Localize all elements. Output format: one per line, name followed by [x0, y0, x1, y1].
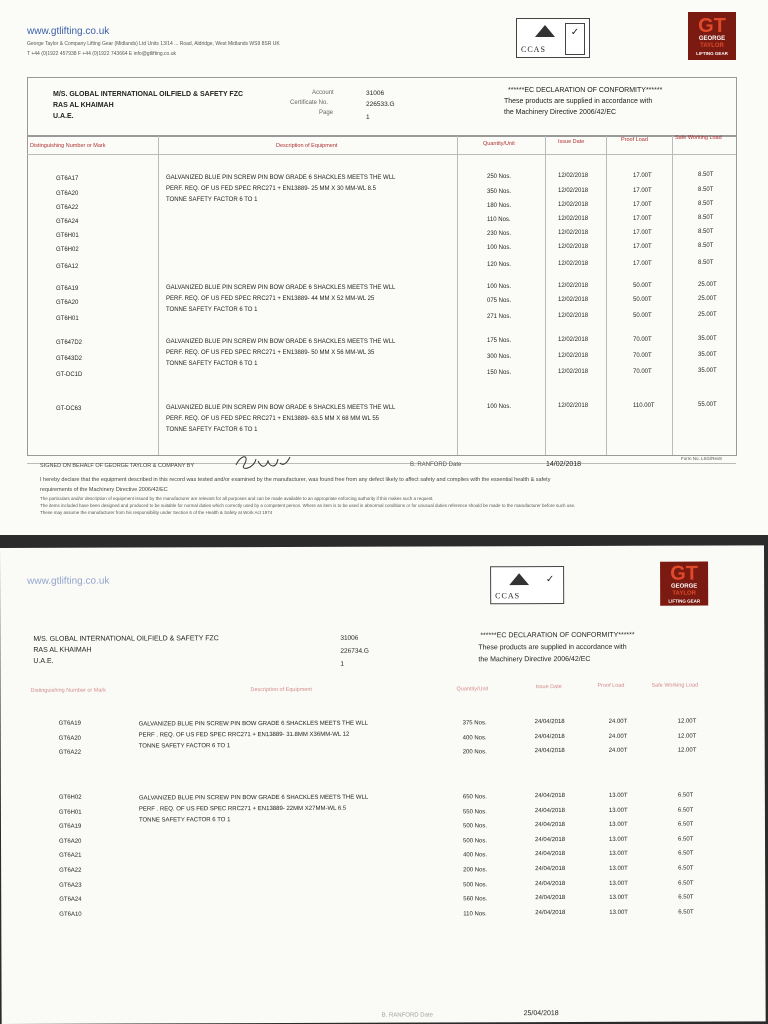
col-divider [457, 136, 458, 455]
row-quantity: 400 Nos. [462, 734, 487, 741]
row-mark: GT6A19 [58, 720, 81, 727]
equipment-description-line: TONNE SAFETY FACTOR 6 TO 1 [138, 743, 231, 750]
row-quantity: 100 Nos. [487, 245, 512, 251]
row-mark: GT6H02 [58, 794, 82, 801]
row-issue-date: 24/04/2018 [535, 880, 566, 887]
row-swl: 12.00T [677, 747, 697, 754]
row-issue-date: 24/04/2018 [534, 793, 565, 800]
row-swl: 35.00T [698, 336, 717, 342]
row-swl: 25.00T [698, 312, 717, 318]
ccas-logo [490, 566, 564, 604]
row-proof-load: 17.00T [633, 188, 652, 194]
row-mark: GT6A22 [56, 205, 79, 211]
header-mark: Distinguishing Number or Mark [30, 143, 106, 149]
row-issue-date: 12/02/2018 [558, 313, 589, 319]
equipment-description-line: GALVANIZED BLUE PIN SCREW PIN BOW GRADE 6 SHACKLES MEETS THE WLL [166, 405, 396, 411]
row-proof-load: 24.00T [608, 747, 628, 755]
declaration-footer-3: The particulars and/or description of equipment issued by the manufacturer are relevant for all purposes and can be made available to an appropriate enforcing authority if this makes such a request. [40, 496, 434, 501]
row-proof-load: 50.00T [633, 297, 652, 303]
ccas-emblem-icon [509, 571, 529, 585]
row-mark: GT-DC63 [56, 406, 82, 412]
row-quantity: 180 Nos. [487, 203, 512, 209]
equipment-description-line: TONNE SAFETY FACTOR 6 TO 1 [166, 197, 258, 203]
certificate-value: 226734.G [340, 647, 369, 655]
header-description: Description of Equipment [250, 686, 312, 694]
form-number: Form No. LSG/Rev8 [681, 456, 722, 461]
row-mark: GT6A22 [59, 867, 82, 874]
row-proof-load: 13.00T [608, 821, 628, 829]
declaration-footer-2: requirements of the Machinery Directive 2006/42/EC [40, 487, 168, 493]
row-mark: GT6H02 [56, 247, 79, 253]
equipment-description-line: PERF . REQ. OF US FED SPEC RRC271 + EN13889- 31.8MM X36MM-WL 12 [138, 731, 350, 739]
row-quantity: 110 Nos. [487, 217, 511, 223]
ccas-text: CCAS [521, 45, 546, 54]
row-quantity: 560 Nos. [463, 896, 488, 903]
row-mark: GT6A20 [56, 300, 79, 306]
row-swl: 55.00T [698, 402, 717, 408]
row-quantity: 550 Nos. [462, 808, 487, 815]
row-proof-load: 17.00T [633, 173, 652, 179]
gt-logo-line2: TAYLOR [700, 43, 724, 49]
ec-declaration-title: ******EC DECLARATION OF CONFORMITY****** [480, 631, 635, 640]
equipment-description-line: TONNE SAFETY FACTOR 6 TO 1 [138, 817, 231, 824]
certificate-sheet-2 [0, 545, 766, 1024]
customer-name: M/S. GLOBAL INTERNATIONAL OILFIELD & SAFETY FZC [53, 91, 244, 98]
row-proof-load: 17.00T [633, 244, 652, 250]
header-swl: Safe Working Load [675, 135, 722, 141]
row-proof-load: 24.00T [608, 733, 628, 740]
row-mark: GT6H01 [56, 233, 79, 239]
customer-name: M/S. GLOBAL INTERNATIONAL OILFIELD & SAFETY FZC [33, 635, 219, 643]
row-issue-date: 12/02/2018 [558, 202, 589, 208]
ccas-emblem-icon [535, 23, 555, 37]
header-issue-date: Issue Date [535, 684, 562, 691]
row-issue-date: 12/02/2018 [558, 173, 589, 179]
row-quantity: 500 Nos. [462, 823, 488, 830]
row-swl: 35.00T [698, 352, 717, 358]
row-proof-load: 70.00T [633, 353, 652, 359]
customer-country: U.A.E. [53, 113, 74, 120]
row-mark: GT643D2 [56, 356, 83, 362]
row-swl: 6.50T [678, 894, 694, 901]
row-mark: GT6H01 [58, 809, 82, 816]
row-swl: 8.50T [698, 172, 714, 178]
account-value: 31006 [340, 634, 359, 642]
row-issue-date: 24/04/2018 [535, 909, 566, 916]
row-quantity: 175 Nos. [487, 338, 512, 344]
row-mark: GT6A20 [58, 735, 82, 742]
company-website: www.gtlifting.co.uk [27, 575, 110, 587]
handwritten-signature [232, 451, 292, 473]
row-proof-load: 17.00T [633, 261, 652, 267]
row-proof-load: 17.00T [633, 230, 652, 236]
ccas-text: CCAS [495, 591, 521, 601]
gt-george-taylor-logo [688, 12, 736, 60]
equipment-description-line: TONNE SAFETY FACTOR 6 TO 1 [166, 427, 258, 433]
ccas-logo [516, 18, 590, 58]
page-value: 1 [340, 660, 345, 668]
row-quantity: 650 Nos. [462, 794, 487, 801]
ec-declaration-line1: These products are supplied in accordance with [504, 98, 653, 105]
row-issue-date: 12/02/2018 [558, 216, 589, 222]
certificate-label: Certificate No. [290, 100, 329, 106]
row-swl: 6.50T [677, 821, 694, 828]
row-mark: GT6A19 [56, 286, 79, 292]
row-quantity: 350 Nos. [487, 189, 512, 195]
row-issue-date: 24/04/2018 [535, 895, 566, 902]
row-mark: GT647D2 [56, 340, 83, 346]
row-proof-load: 13.00T [608, 792, 628, 799]
row-quantity: 110 Nos. [463, 911, 487, 918]
row-issue-date: 24/04/2018 [534, 733, 565, 740]
row-issue-date: 24/04/2018 [534, 807, 565, 814]
equipment-description-line: GALVANIZED BLUE PIN SCREW PIN BOW GRADE 6 SHACKLES MEETS THE WLL [166, 285, 396, 291]
row-swl: 8.50T [698, 243, 714, 249]
row-proof-load: 13.00T [609, 880, 628, 887]
row-quantity: 120 Nos. [487, 262, 512, 268]
row-swl: 25.00T [698, 296, 717, 302]
row-mark: GT6A17 [56, 176, 79, 182]
ec-declaration-line1: These products are supplied in accordance with [478, 643, 627, 652]
signed-on-behalf-label: SIGNED ON BEHALF OF GEORGE TAYLOR & COMPANY BY [40, 463, 195, 469]
row-swl: 6.50T [678, 836, 694, 843]
gt-george-taylor-logo [660, 562, 708, 606]
row-mark: GT6A22 [58, 749, 82, 756]
row-swl: 6.50T [678, 880, 694, 887]
row-swl: 6.50T [678, 909, 694, 916]
row-quantity: 400 Nos. [463, 852, 488, 859]
signature-date: 14/02/2018 [546, 461, 582, 468]
row-mark: GT6A20 [59, 838, 82, 845]
header-swl: Safe Working Load [651, 682, 699, 689]
signatory-name: B. RANFORD Date [410, 462, 462, 468]
ec-declaration-line2: the Machinery Directive 2006/42/EC [478, 655, 591, 664]
row-issue-date: 24/04/2018 [534, 822, 566, 829]
row-swl: 8.50T [698, 229, 714, 235]
equipment-description-line: GALVANIZED BLUE PIN SCREW PIN BOW GRADE 6 SHACKLES MEETS THE WLL [166, 339, 396, 345]
row-mark: GT6A24 [56, 219, 79, 225]
account-value: 31006 [366, 90, 385, 97]
row-issue-date: 12/02/2018 [558, 353, 589, 359]
row-quantity: 100 Nos. [487, 284, 512, 290]
row-issue-date: 12/02/2018 [558, 188, 589, 194]
row-quantity: 150 Nos. [487, 370, 512, 376]
company-website: www.gtlifting.co.uk [27, 26, 110, 37]
row-mark: GT-DC1D [56, 372, 83, 378]
customer-country: U.A.E. [33, 657, 54, 665]
gt-logo-line2: TAYLOR [672, 590, 697, 597]
header-mark: Distinguishing Number or Mark [30, 687, 107, 694]
row-swl: 8.50T [698, 201, 714, 207]
row-quantity: 100 Nos. [487, 404, 512, 410]
customer-city: RAS AL KHAIMAH [53, 102, 114, 109]
equipment-description-line: PERF . REQ. OF US FED SPEC RRC271 + EN13889- 22MM X27MM-WL 6.5 [138, 805, 347, 813]
row-issue-date: 12/02/2018 [558, 283, 589, 289]
row-swl: 35.00T [698, 368, 717, 374]
row-swl: 8.50T [698, 260, 714, 266]
col-divider [606, 136, 607, 455]
company-address: George Taylor & Company Lifting Gear (Midlands) Ltd Units 13/14 ... Road, Aldridge, West Midlands WS9 8SR UK [27, 41, 280, 47]
col-divider [545, 136, 546, 455]
row-proof-load: 70.00T [633, 337, 652, 343]
gt-logo-mark: GT [670, 562, 699, 585]
gt-logo-line1: GEORGE [698, 36, 726, 42]
row-proof-load: 17.00T [633, 202, 652, 208]
row-issue-date: 12/02/2018 [558, 244, 589, 250]
row-issue-date: 24/04/2018 [535, 836, 566, 843]
signature-date: 25/04/2018 [523, 1010, 559, 1018]
header-proof-load: Proof Load [621, 137, 648, 143]
row-proof-load: 70.00T [633, 369, 652, 375]
row-issue-date: 24/04/2018 [535, 866, 566, 873]
row-proof-load: 13.00T [609, 836, 628, 843]
equipment-description-line: PERF. REQ. OF US FED SPEC RRC271 + EN13889- 25 MM X 30 MM-WL 8.5 [166, 186, 377, 192]
row-issue-date: 12/02/2018 [558, 369, 589, 375]
header-quantity: Quantity/Unit [483, 141, 515, 147]
row-swl: 25.00T [698, 282, 717, 288]
row-proof-load: 13.00T [609, 865, 628, 872]
customer-city: RAS AL KHAIMAH [33, 646, 92, 654]
checkmark-icon: ✓ [565, 23, 585, 55]
company-contact: T +44 (0)1922 457938 F +44 (0)1922 743664 E info@gtlifting.co.uk [27, 51, 176, 57]
row-swl: 6.50T [677, 792, 694, 799]
certificate-value: 226533.G [366, 101, 395, 108]
row-proof-load: 13.00T [608, 807, 628, 814]
equipment-description-line: TONNE SAFETY FACTOR 6 TO 1 [166, 361, 258, 367]
declaration-footer-1: I hereby declare that the equipment described in this record was tested and/or examined by the manufacturer, was found free from any defect likely to affect safety and complies with the essential health & safety [40, 477, 551, 483]
row-proof-load: 13.00T [609, 909, 628, 916]
row-mark: GT6A10 [59, 911, 82, 918]
ec-declaration-title: ******EC DECLARATION OF CONFORMITY****** [508, 87, 663, 94]
row-proof-load: 110.00T [633, 403, 655, 409]
row-proof-load: 13.00T [609, 894, 628, 902]
row-swl: 6.50T [678, 850, 694, 858]
equipment-description-line: TONNE SAFETY FACTOR 6 TO 1 [166, 307, 258, 313]
equipment-description-line: GALVANIZED BLUE PIN SCREW PIN BOW GRADE 6 SHACKLES MEETS THE WLL [138, 720, 369, 728]
row-proof-load: 50.00T [633, 313, 652, 319]
table-header-rule [27, 154, 736, 155]
row-issue-date: 12/02/2018 [558, 230, 589, 236]
col-divider [672, 136, 673, 455]
row-mark: GT6A20 [56, 191, 79, 197]
col-divider [158, 136, 159, 455]
row-quantity: 500 Nos. [463, 838, 488, 845]
header-proof-load: Proof Load [597, 682, 625, 689]
row-swl: 8.50T [698, 215, 714, 221]
equipment-description-line: GALVANIZED BLUE PIN SCREW PIN BOW GRADE 6 SHACKLES MEETS THE WLL [166, 175, 396, 181]
row-quantity: 250 Nos. [487, 174, 512, 180]
gt-logo-line1: GEORGE [670, 583, 698, 590]
row-mark: GT6A12 [56, 264, 79, 270]
row-issue-date: 12/02/2018 [558, 297, 589, 303]
page-label: Page [319, 110, 334, 116]
row-issue-date: 12/02/2018 [558, 261, 589, 267]
row-issue-date: 24/04/2018 [534, 719, 565, 726]
header-issue-date: Issue Date [558, 139, 585, 145]
row-swl: 6.50T [677, 807, 694, 814]
row-swl: 12.00T [677, 733, 697, 740]
row-issue-date: 12/02/2018 [558, 337, 589, 343]
row-proof-load: 50.00T [633, 283, 652, 289]
checkmark-icon: ✓ [545, 574, 555, 586]
ec-declaration-line2: the Machinery Directive 2006/42/EC [504, 109, 617, 116]
row-quantity: 200 Nos. [463, 867, 488, 874]
page-value: 1 [366, 114, 370, 121]
declaration-footer-4: The items included have been designed and produced to be suitable for normal duties which correctly used by a competent person. Where an item is to be used in abnormal conditions or for unusual duties reference should be made to the manufacturer before such use. [40, 503, 576, 508]
header-quantity: Quantity/Unit [456, 686, 489, 693]
row-quantity: 075 Nos. [487, 298, 512, 304]
row-quantity: 271 Nos. [487, 314, 512, 320]
row-issue-date: 24/04/2018 [535, 851, 566, 858]
row-proof-load: 13.00T [609, 851, 628, 858]
row-mark: GT6A21 [59, 853, 82, 860]
row-swl: 8.50T [698, 187, 714, 193]
declaration-footer-5: These may assume the manufacturer from his responsibility under Section 6 of the Health & Safety at Work Act 1974 [40, 510, 273, 515]
row-quantity: 300 Nos. [487, 354, 512, 360]
equipment-description-line: PERF. REQ. OF US FED SPEC RRC271 + EN13889- 44 MM X 52 MM-WL 25 [166, 296, 375, 302]
equipment-description-line: PERF. REQ. OF US FED SPEC RRC271 + EN13889- 63.5 MM X 68 MM WL 55 [166, 416, 380, 422]
row-proof-load: 17.00T [633, 216, 652, 222]
gt-logo-line3: LIFTING GEAR [696, 51, 728, 56]
equipment-description-line: PERF. REQ. OF US FED SPEC RRC271 + EN13889- 50 MM X 56 MM-WL 35 [166, 350, 375, 356]
row-quantity: 500 Nos. [463, 881, 488, 888]
gt-logo-mark: GT [698, 15, 726, 37]
row-swl: 6.50T [678, 865, 694, 872]
row-quantity: 200 Nos. [462, 749, 487, 756]
row-issue-date: 12/02/2018 [558, 403, 589, 409]
row-issue-date: 24/04/2018 [534, 748, 565, 755]
row-mark: GT6A19 [58, 823, 82, 830]
gt-logo-line3: LIFTING GEAR [668, 598, 701, 604]
equipment-description-line: GALVANIZED BLUE PIN SCREW PIN BOW GRADE 6 SHACKLES MEETS THE WLL [138, 794, 369, 802]
row-mark: GT6A24 [59, 896, 82, 903]
row-quantity: 230 Nos. [487, 231, 512, 237]
signatory-name: B. RANFORD Date [381, 1012, 433, 1019]
row-mark: GT6H01 [56, 316, 79, 322]
account-label: Account [312, 90, 334, 96]
row-proof-load: 24.00T [608, 718, 628, 725]
row-swl: 12.00T [677, 718, 697, 725]
row-mark: GT6A23 [59, 882, 82, 889]
row-quantity: 375 Nos. [462, 720, 487, 727]
header-description: Description of Equipment [276, 143, 338, 149]
